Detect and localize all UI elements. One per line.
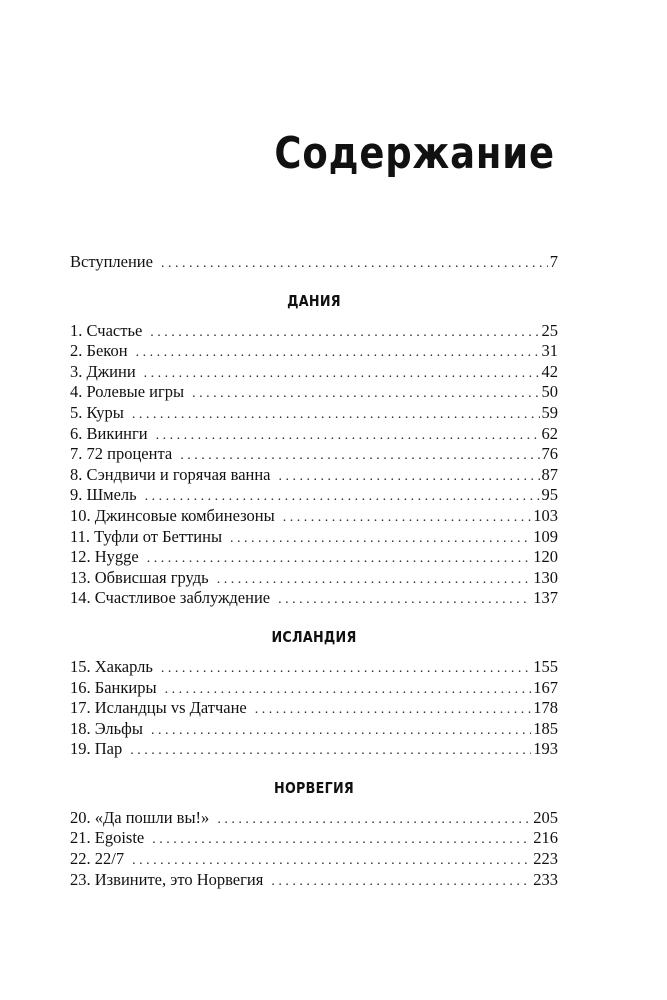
toc-chapter-title: Бекон [86,341,128,361]
section-heading-iceland: ИСЛАНДИЯ [271,627,357,646]
toc-entry-label [70,485,145,506]
toc-page-number: 87 [541,464,558,484]
section-heading-norway: НОРВЕГИЯ [274,778,354,797]
toc-entry-label [70,849,132,870]
dot-leader [255,700,532,721]
toc-chapter-title: Сэндвичи и горячая ванна [86,464,271,484]
toc-chapter-number: 13. [70,567,91,587]
toc-chapter-number: 18. [70,718,91,738]
toc-chapter-title: Обвисшая грудь [94,567,209,587]
toc-entry-label [70,657,161,678]
toc-entry[interactable] [70,465,558,486]
toc-entry[interactable] [70,678,558,699]
toc-entry-label [70,465,279,486]
toc-entry-label [70,719,151,740]
dot-leader [217,810,531,831]
toc-page-number: 205 [533,807,558,827]
toc-entry[interactable] [70,362,558,383]
toc-entry[interactable] [70,739,558,760]
toc-entry[interactable] [70,828,558,849]
toc-chapter-number: 15. [70,656,91,676]
toc-chapter-title: Хакарль [94,656,153,676]
toc-entry[interactable] [70,870,558,891]
toc-chapter-number: 16. [70,677,91,697]
dot-leader [180,446,539,467]
toc-entry[interactable] [70,424,558,445]
toc-entry-label [70,382,192,403]
toc-entry[interactable] [70,341,558,362]
toc-page-number: 62 [541,423,558,443]
toc-chapter-title: Счастье [86,320,143,340]
dot-leader [132,851,531,872]
toc-page-number: 233 [533,869,558,889]
toc-entry-label [70,527,230,548]
toc-entry[interactable] [70,657,558,678]
toc-chapter-number: 11. [70,526,91,546]
toc-entry-label [70,424,156,445]
toc-entry-label [70,568,217,589]
toc-chapter-title: Банкиры [94,677,157,697]
toc-entry[interactable] [70,485,558,506]
dot-leader [132,405,540,426]
toc-chapter-number: 10. [70,505,91,525]
toc-entry-label [70,678,165,699]
toc-chapter-title: Исландцы vs Датчане [94,698,247,718]
toc-page-number: 109 [533,526,558,546]
toc-entry[interactable] [70,849,558,870]
toc-entry-label [70,808,217,829]
toc-entry-label [70,403,132,424]
toc-entry[interactable] [70,527,558,548]
toc-chapter-title: «Да пошли вы!» [94,807,210,827]
toc-entry-label [70,321,150,342]
dot-leader [278,590,531,611]
section-heading-denmark: ДАНИЯ [287,291,341,310]
toc-chapter-title: Джинсовые комбинезоны [94,505,275,525]
dot-leader [156,426,540,447]
dot-leader [145,487,540,508]
toc-entry-label [70,588,278,609]
toc-page-number: 95 [541,485,558,505]
toc-page-number: 185 [533,718,558,738]
toc-entry[interactable] [70,588,558,609]
toc-page-number: 42 [541,361,558,381]
toc-chapter-title: Куры [86,402,124,422]
toc-chapter-number: 6. [70,423,83,443]
toc-entry[interactable] [70,719,558,740]
dot-leader [147,549,532,570]
toc-page-number: 130 [533,567,558,587]
toc-chapter-title: Счастливое заблуждение [94,588,271,608]
toc-chapter-title: 22/7 [94,849,125,869]
toc-page-number: 223 [533,849,558,869]
table-of-contents [70,252,558,890]
toc-chapter-title: Пар [94,739,123,759]
dot-leader [144,364,540,385]
dot-leader [152,830,531,851]
dot-leader [151,721,531,742]
page-title: Содержание [274,128,555,179]
toc-entry-label [70,870,271,891]
toc-chapter-title: 72 процента [86,444,173,464]
toc-chapter-number: 7. [70,444,83,464]
toc-chapter-number: 4. [70,382,83,402]
toc-page-number: 50 [541,382,558,402]
dot-leader [161,254,548,275]
toc-page-number: 76 [541,444,558,464]
toc-entry-label [70,341,136,362]
toc-chapter-number: 21. [70,828,91,848]
toc-entry[interactable] [70,382,558,403]
toc-chapter-number: 9. [70,485,83,505]
toc-chapter-number: 14. [70,588,91,608]
toc-page-number: 103 [533,505,558,525]
toc-entry-label [70,444,180,465]
dot-leader [283,508,532,529]
toc-page-number: 120 [533,547,558,567]
toc-chapter-title: Egoiste [94,828,145,848]
toc-entry[interactable] [70,547,558,568]
toc-chapter-title: Извините, это Норвегия [94,869,264,889]
toc-entry-label [70,547,147,568]
dot-leader [230,529,531,550]
dot-leader [165,680,532,701]
toc-page-number: 31 [541,341,558,361]
dot-leader [150,323,539,344]
toc-chapter-number: 23. [70,869,91,889]
dot-leader [136,343,540,364]
toc-page-number: 137 [533,588,558,608]
toc-entry-label [70,739,130,760]
dot-leader [279,467,540,488]
toc-chapter-number: 5. [70,402,83,422]
toc-entry-label [70,828,152,849]
toc-entry[interactable] [70,403,558,424]
toc-entry-label [70,698,255,719]
toc-chapter-number: 22. [70,849,91,869]
toc-chapter-title: Hygge [94,547,139,567]
toc-entry[interactable] [70,808,558,829]
toc-entry-label: Вступление [70,252,153,271]
toc-page-number: 59 [541,402,558,422]
toc-chapter-title: Джини [86,361,136,381]
toc-entry[interactable] [70,506,558,527]
dot-leader [130,741,531,762]
toc-chapter-number: 3. [70,361,83,381]
toc-chapter-title: Шмель [86,485,137,505]
toc-entry-label [70,362,144,383]
toc-chapter-title: Ролевые игры [86,382,185,402]
toc-entry-intro[interactable] [70,252,558,273]
toc-chapter-number: 1. [70,320,83,340]
dot-leader [192,384,539,405]
toc-entry-label [70,506,283,527]
toc-chapter-number: 2. [70,341,83,361]
toc-chapter-number: 19. [70,739,91,759]
toc-entry[interactable] [70,444,558,465]
toc-chapter-title: Эльфы [94,718,143,738]
toc-chapter-number: 20. [70,807,91,827]
toc-entry[interactable] [70,568,558,589]
toc-page-number: 7 [549,252,558,271]
toc-page-number: 25 [541,320,558,340]
toc-chapter-number: 12. [70,547,91,567]
toc-chapter-number: 8. [70,464,83,484]
toc-page-number: 167 [533,677,558,697]
dot-leader [217,570,532,591]
toc-chapter-title: Викинги [86,423,148,443]
toc-chapter-number: 17. [70,698,91,718]
toc-page-number: 193 [533,739,558,759]
toc-entry[interactable] [70,321,558,342]
dot-leader [271,872,531,893]
dot-leader [161,659,531,680]
toc-page-number: 178 [533,698,558,718]
toc-chapter-title: Туфли от Беттины [94,526,223,546]
toc-page-number: 216 [533,828,558,848]
toc-page-number: 155 [533,656,558,676]
toc-entry[interactable] [70,698,558,719]
